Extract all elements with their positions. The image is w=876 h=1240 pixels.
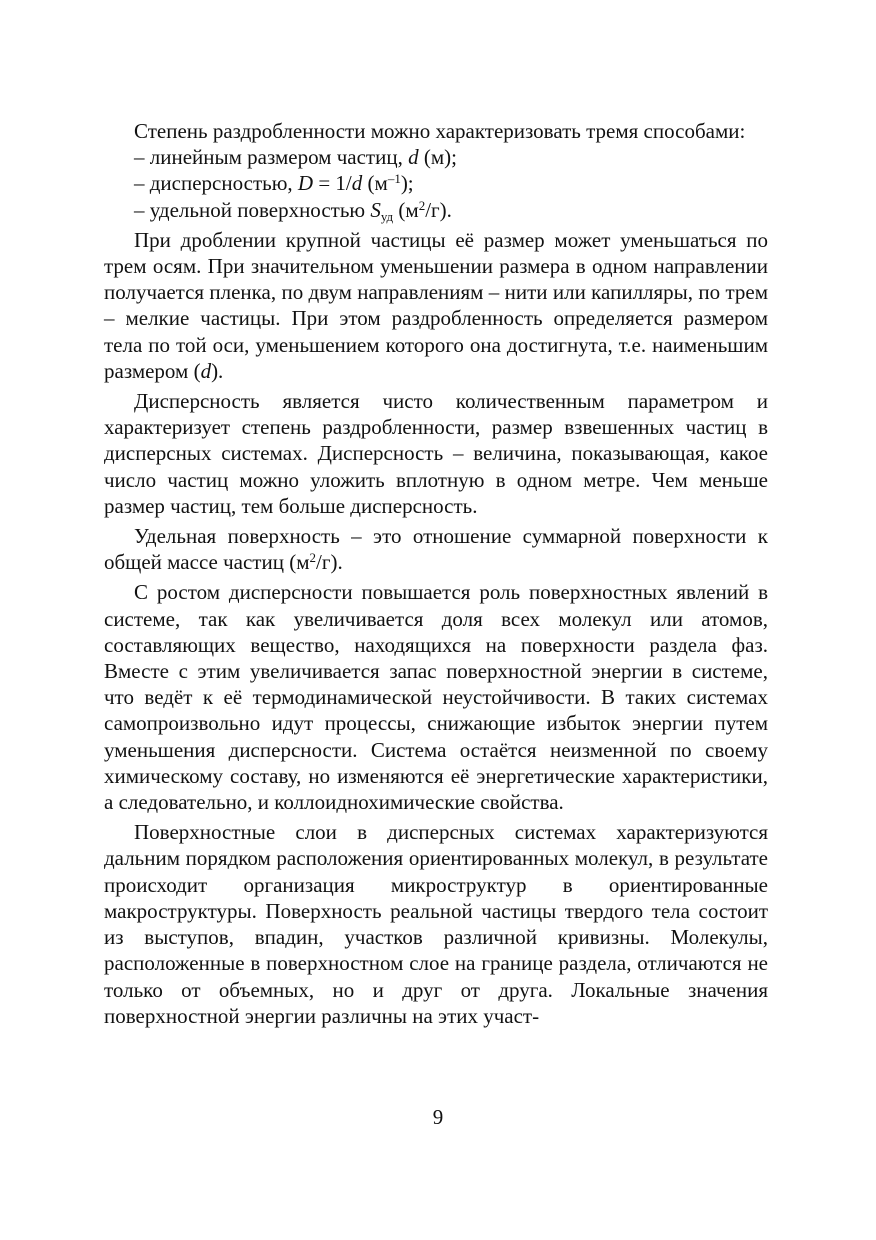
paragraph-specific-surface: Удельная поверхность – это отношение суммарной поверхности к общей массе частиц $(м^2/г)$.	[104, 524, 768, 575]
page-body	[104, 118, 768, 1029]
paragraph-fragmentation: При дроблении крупной частицы её размер может уменьшаться по трем осям. При значительном уменьшении размера в одном направлении получается пленка, по двум направлениям – нити или капилляры, по трем – мелкие частицы. При этом раздробленность определяется размером тела по той оси, уменьшением которого она достигнута, т.е. наименьшим размером (d).	[104, 227, 768, 383]
paragraph-surface-layers: Поверхностные слои в дисперсных системах характеризуются дальним порядком расположения ориентированных молекул, в результате происходит организация микроструктур в ориентированные макроструктуры. Поверхность реальной частицы твердого тела состоит из выступов, впадин, участков различной кривизны. Молекулы, расположенные в поверхностном слое на границе раздела, отличаются не только от объемных, но и друг от друга. Локальные значения поверхностной энергии различны на этих участ-	[104, 820, 768, 1028]
method-list	[104, 144, 768, 223]
paragraph-surface-phenomena: С ростом дисперсности повышается роль поверхностных явлений в системе, так как увеличивается доля всех молекул или атомов, составляющих вещество, находящихся на поверхности раздела фаз. Вместе с этим увеличивается запас поверхностной энергии в системе, что ведёт к её термодинамической неустойчивости. В таких системах самопроизвольно идут процессы, снижающие избыток энергии путем уменьшения дисперсности. Система остаётся неизменной по своему химическому составу, но изменяются её энергетические характеристики, а следовательно, и коллоиднохимические свойства.	[104, 580, 768, 815]
list-item-specific-surface: – удельной поверхностью $S_{уд}$ $(м^2/г)$.	[134, 197, 452, 224]
list-item-linear-size: – линейным размером частиц, d (м);	[134, 145, 457, 170]
list-item-dispersity: – дисперсностью, D = 1/d $(м^{-1})$;	[134, 171, 414, 196]
paragraph-dispersity: Дисперсность является чисто количественным параметром и характеризует степень раздробленности, размер взвешенных частиц в дисперсных системах. Дисперсность – величина, показывающая, какое число частиц можно уложить вплотную в одном метре. Чем меньше размер частиц, тем больше дисперсность.	[104, 389, 768, 518]
page-number: 9	[432, 1105, 444, 1129]
intro-paragraph: Степень раздробленности можно характеризовать тремя способами:	[134, 119, 746, 143]
